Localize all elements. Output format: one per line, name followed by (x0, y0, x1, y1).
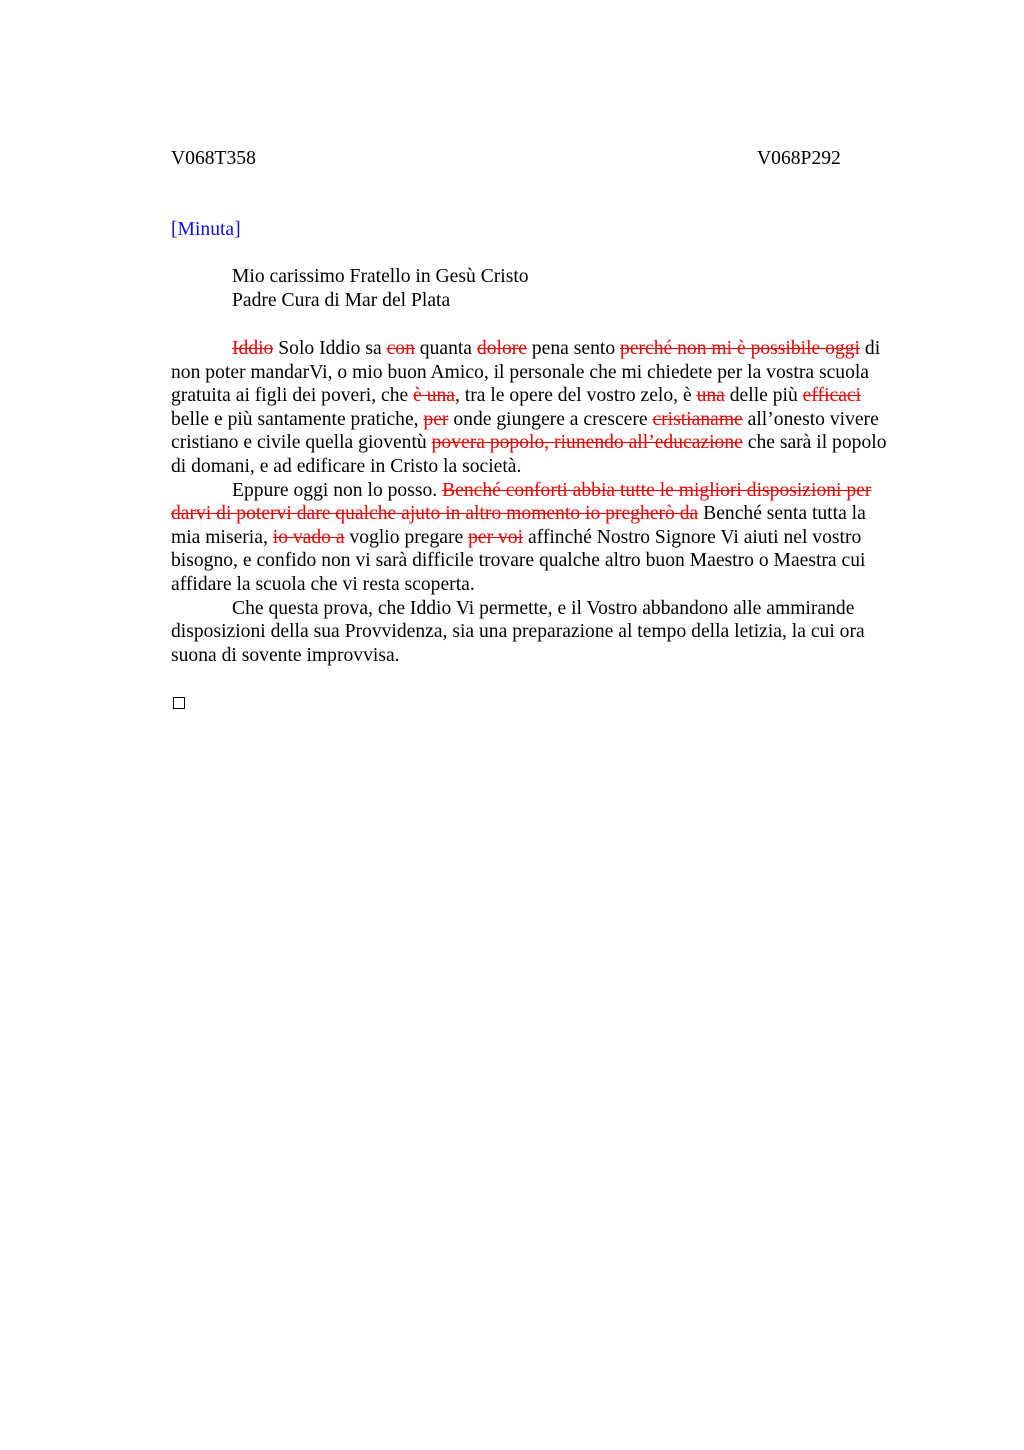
body-text: di (860, 338, 881, 359)
body-text: Che questa prova, che Iddio Vi permette, e il Vostro abbandono alle ammirande (232, 597, 855, 619)
deleted-text: efficaci (802, 385, 862, 407)
body-text: Solo Iddio sa (273, 338, 387, 359)
text-line (171, 502, 911, 526)
deleted-text: povera popolo, riunendo all’educazione (431, 432, 743, 454)
text-line (171, 573, 911, 597)
body-text: disposizioni della sua Provvidenza, sia una preparazione al tempo della letizia, la cui ora (171, 621, 865, 643)
text-line (171, 361, 911, 385)
body-text: delle più (724, 385, 803, 407)
text-line (171, 526, 911, 550)
body-text: belle e più santamente pratiche, (171, 408, 424, 430)
body-text: Benché senta tutta la (698, 503, 866, 525)
text-line (171, 644, 911, 668)
body-text: , tra le opere del vostro zelo, è (455, 385, 697, 407)
body-text: bisogno, e confido non vi sarà difficile trovare qualche altro buon Maestro o Maestra cui (171, 550, 866, 572)
body-text: cristiano e civile quella gioventù (171, 432, 432, 454)
text-line (171, 549, 911, 573)
body-text: di domani, e ad edificare in Cristo la società. (171, 455, 522, 477)
editorial-tag: [Minuta] (171, 219, 241, 240)
deleted-text: con (386, 338, 415, 359)
body-text: onde giungere a crescere (448, 408, 653, 430)
deleted-text: una (696, 385, 725, 407)
letter-body (171, 337, 911, 667)
body-text: quanta (414, 338, 477, 359)
deleted-text: è una (413, 385, 455, 407)
document-reference-code: V068T358 (171, 148, 256, 169)
body-text: pena sento (526, 338, 621, 359)
deleted-text: darvi di potervi dare qualche ajuto in altro momento io pregherò da (171, 503, 699, 525)
text-line (171, 431, 911, 455)
text-line (171, 408, 911, 432)
deleted-text: per voi (468, 526, 524, 548)
text-line (171, 479, 911, 503)
body-text: non poter mandarVi, o mio buon Amico, il personale che mi chiedete per la vostra scuola (171, 361, 870, 383)
salutation (232, 265, 529, 313)
body-text: che sarà il popolo (742, 432, 887, 454)
deleted-text: cristianame (652, 408, 743, 430)
end-marker-icon (173, 697, 185, 709)
page-reference-code: V068P292 (757, 148, 841, 169)
text-line (171, 384, 911, 408)
deleted-text: Benché conforti abbia tutte le migliori disposizioni per (442, 479, 872, 501)
body-text: affidare la scuola che vi resta scoperta. (171, 573, 475, 595)
deleted-text: perché non mi è possibile oggi (620, 338, 860, 359)
body-text: affinché Nostro Signore Vi aiuti nel vostro (523, 526, 862, 548)
deleted-text: dolore (476, 338, 527, 359)
deleted-text: per (423, 408, 449, 430)
body-text: suona di sovente improvvisa. (171, 644, 400, 666)
body-text: voglio pregare (344, 526, 469, 548)
salutation-line: Padre Cura di Mar del Plata (232, 290, 451, 311)
body-text: Eppure oggi non lo posso. (232, 479, 443, 501)
text-line (171, 455, 911, 479)
salutation-line: Mio carissimo Fratello in Gesù Cristo (232, 266, 529, 287)
body-text: mia miseria, (171, 526, 273, 548)
text-line (171, 337, 911, 361)
text-line (171, 620, 911, 644)
body-text: all’onesto vivere (742, 408, 879, 430)
body-text: gratuita ai figli dei poveri, che (171, 385, 414, 407)
text-line (171, 597, 911, 621)
deleted-text: Iddio (232, 338, 274, 359)
deleted-text: io vado a (272, 526, 345, 548)
